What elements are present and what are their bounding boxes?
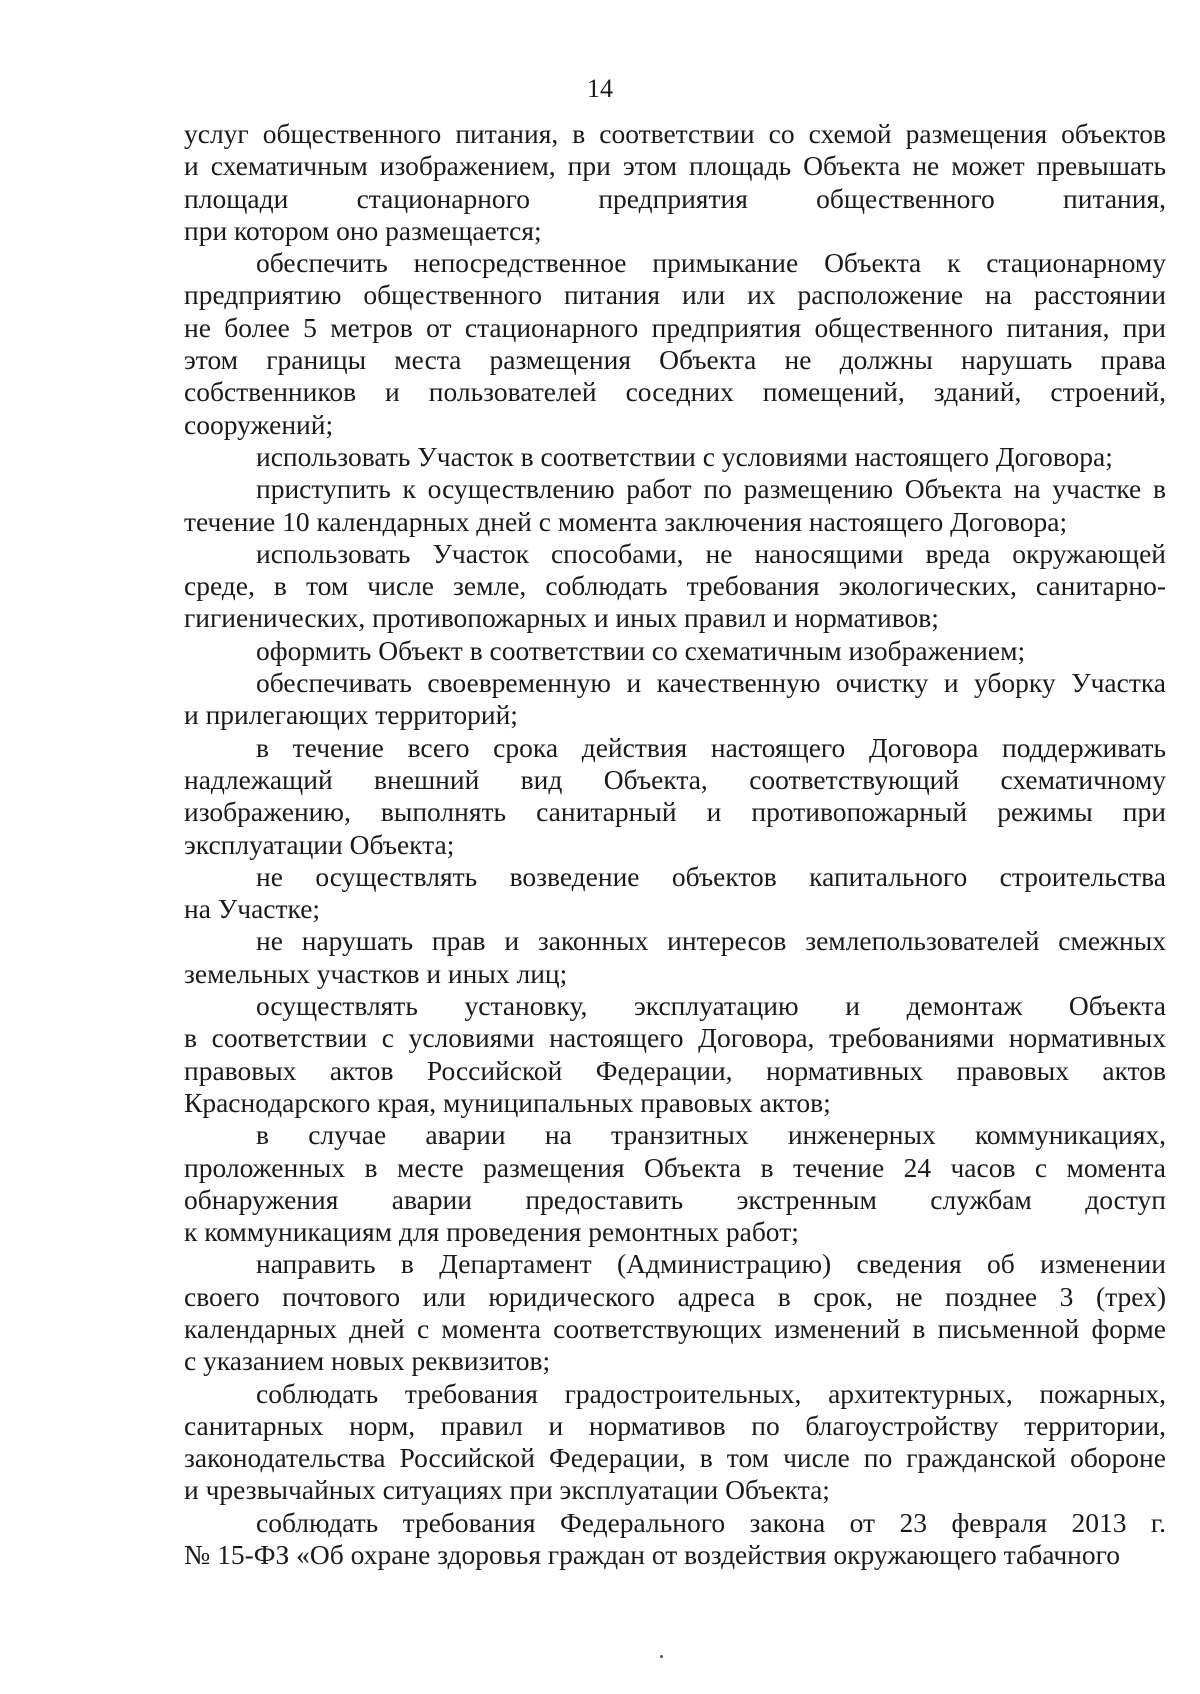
paragraph — [184, 990, 1166, 1119]
text-line: своего почтового или юридического адреса в срок, не позднее 3 (трех) — [184, 1280, 1166, 1312]
text-line: с указанием новых реквизитов; — [184, 1345, 551, 1377]
text-line: Краснодарского края, муниципальных правовых актов; — [184, 1086, 831, 1118]
text-line: в случае аварии на транзитных инженерных коммуникациях, — [256, 1119, 1166, 1151]
paragraph — [184, 118, 1166, 247]
text-line: изображению, выполнять санитарный и противопожарный режимы при — [184, 796, 1166, 828]
text-line: оформить Объект в соответствии со схематичным изображением; — [256, 634, 1026, 666]
text-line: сооружений; — [184, 408, 334, 440]
paragraph — [184, 441, 1166, 473]
text-line: № 15-ФЗ «Об охране здоровья граждан от воздействия окружающего табачного — [184, 1539, 1120, 1571]
text-line: обеспечивать своевременную и качественную очистку и уборку Участка — [256, 667, 1166, 699]
text-line: календарных дней с момента соответствующих изменений в письменной форме — [184, 1312, 1166, 1344]
text-line: использовать Участок способами, не наносящими вреда окружающей — [256, 537, 1166, 569]
paragraph — [184, 861, 1166, 926]
text-line: и прилегающих территорий; — [184, 699, 518, 731]
paragraph — [184, 473, 1166, 538]
paragraph — [184, 635, 1166, 667]
paragraph — [184, 1507, 1166, 1572]
text-line: в течение всего срока действия настоящего Договора поддерживать — [256, 731, 1166, 763]
text-line: приступить к осуществлению работ по размещению Объекта на участке в — [256, 473, 1166, 505]
document-body — [184, 118, 1166, 1571]
text-line: на Участке; — [184, 893, 321, 925]
paragraph — [184, 667, 1166, 732]
text-line: не более 5 метров от стационарного предприятия общественного питания, при — [184, 311, 1166, 343]
text-line: эксплуатации Объекта; — [184, 828, 455, 860]
paragraph — [184, 1378, 1166, 1507]
text-line: земельных участков и иных лиц; — [184, 957, 568, 989]
text-line: собственников и пользователей соседних помещений, зданий, строений, — [184, 376, 1166, 408]
text-line: этом границы места размещения Объекта не должны нарушать права — [184, 344, 1166, 376]
paragraph — [184, 538, 1166, 635]
text-line: среде, в том числе земле, соблюдать требования экологических, санитарно- — [184, 570, 1166, 602]
text-line: обнаружения аварии предоставить экстренным службам доступ — [184, 1183, 1166, 1215]
text-line: не нарушать прав и законных интересов землепользователей смежных — [256, 925, 1166, 957]
paragraph — [184, 1248, 1166, 1377]
text-line: течение 10 календарных дней с момента заключения настоящего Договора; — [184, 505, 1068, 537]
text-line: осуществлять установку, эксплуатацию и демонтаж Объекта — [256, 990, 1166, 1022]
text-line: не осуществлять возведение объектов капитального строительства — [256, 860, 1166, 892]
paragraph — [184, 732, 1166, 861]
text-line: в соответствии с условиями настоящего Договора, требованиями нормативных — [184, 1022, 1166, 1054]
text-line: направить в Департамент (Администрацию) сведения об изменении — [256, 1248, 1166, 1280]
text-line: надлежащий внешний вид Объекта, соответствующий схематичному — [184, 763, 1166, 795]
text-line: проложенных в месте размещения Объекта в течение 24 часов с момента — [184, 1151, 1166, 1183]
text-line: и чрезвычайных ситуациях при эксплуатации Объекта; — [184, 1474, 830, 1506]
text-line: услуг общественного питания, в соответствии со схемой размещения объектов — [184, 118, 1166, 149]
paragraph — [184, 1119, 1166, 1248]
text-line: законодательства Российской Федерации, в том числе по гражданской обороне — [184, 1442, 1166, 1474]
text-line: предприятию общественного питания или их расположение на расстоянии — [184, 279, 1166, 311]
scan-speck — [660, 1655, 663, 1658]
text-line: гигиенических, противопожарных и иных правил и нормативов; — [184, 602, 939, 634]
text-line: использовать Участок в соответствии с условиями настоящего Договора; — [256, 440, 1113, 472]
text-line: и схематичным изображением, при этом площадь Объекта не может превышать — [184, 150, 1166, 182]
text-line: при котором оно размещается; — [184, 214, 542, 246]
text-line: площади стационарного предприятия общественного питания, — [184, 182, 1166, 214]
text-line: к коммуникациям для проведения ремонтных работ; — [184, 1216, 799, 1248]
text-line: правовых актов Российской Федерации, нормативных правовых актов — [184, 1054, 1166, 1086]
text-line: обеспечить непосредственное примыкание Объекта к стационарному — [256, 247, 1166, 279]
paragraph — [184, 925, 1166, 990]
text-line: соблюдать требования Федерального закона от 23 февраля 2013 г. — [256, 1506, 1166, 1538]
text-line: соблюдать требования градостроительных, архитектурных, пожарных, — [256, 1377, 1166, 1409]
text-line: санитарных норм, правил и нормативов по благоустройству территории, — [184, 1409, 1166, 1441]
paragraph — [184, 247, 1166, 441]
page-number: 14 — [587, 74, 613, 103]
